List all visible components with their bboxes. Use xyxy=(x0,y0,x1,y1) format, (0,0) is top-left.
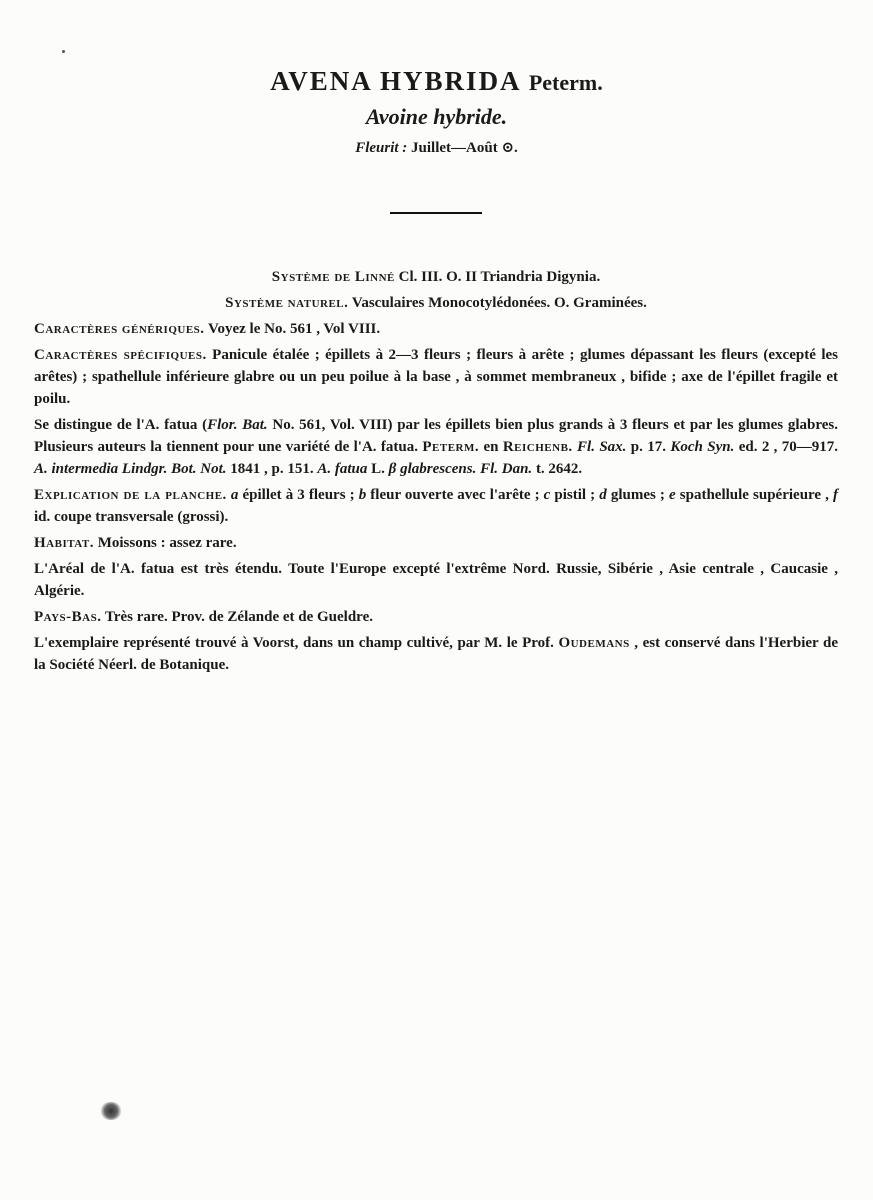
explication-label: Explication de la planche. xyxy=(34,487,227,503)
text-run: No. 561, Vol. VIII) par les épillets bien plus grands à 3 fleurs et par les glumes glabres. Plusieurs auteurs la tiennent pour une variété de l'A. fatua. xyxy=(34,417,838,455)
citation: Koch Syn. xyxy=(670,439,735,455)
common-name: Avoine hybride. xyxy=(365,104,508,129)
divider-rule xyxy=(390,212,482,214)
text-run: épillet à 3 fleurs ; xyxy=(238,487,359,503)
flowering-label: Fleurit : xyxy=(355,140,408,156)
text-run: Se distingue de l'A. fatua ( xyxy=(34,417,208,433)
text-run: fleur ouverte avec l'arête ; xyxy=(366,487,544,503)
citation: A. fatua xyxy=(317,461,368,477)
citation: β glabrescens. Fl. Dan. xyxy=(388,461,533,477)
text-run: L. xyxy=(367,461,389,477)
species-name: AVENA HYBRIDA xyxy=(270,66,521,96)
natural-system xyxy=(34,292,838,314)
description-body xyxy=(34,266,838,680)
figure-letter: f xyxy=(833,487,838,503)
plate-explanation xyxy=(34,484,838,528)
figure-letter: d xyxy=(599,487,607,503)
areal: L'Aréal de l'A. fatua est très étendu. Toute l'Europe excepté l'extrême Nord. Russie, Sibérie , Asie centrale , Caucasie , Algérie. xyxy=(34,561,838,599)
netherlands xyxy=(34,606,838,628)
speck xyxy=(62,50,65,53)
text-run: en xyxy=(479,439,503,455)
text-run: 1841 , p. 151. xyxy=(226,461,318,477)
naturel-label: Système naturel. xyxy=(225,295,349,311)
naturel-text: Vasculaires Monocotylédonées. O. Graminées. xyxy=(348,295,647,311)
species-title xyxy=(0,66,873,97)
specific-characters xyxy=(34,344,838,410)
text-run: spathellule supérieure , xyxy=(675,487,833,503)
figure-letter: c xyxy=(543,487,551,503)
paysbas-label: Pays-Bas. xyxy=(34,609,102,625)
text-run: pistil ; xyxy=(550,487,600,503)
habitat xyxy=(34,532,838,554)
author-name: Peterm. xyxy=(422,439,480,455)
specifiques-label: Caractères spécifiques. xyxy=(34,347,207,363)
generiques-label: Caractères génériques. xyxy=(34,321,205,337)
paysbas-text: Très rare. Prov. de Zélande et de Gueldre. xyxy=(101,609,373,625)
text-run: t. 2642. xyxy=(532,461,583,477)
citation: A. intermedia Lindgr. Bot. Not. xyxy=(34,461,227,477)
flowering-period xyxy=(0,138,873,157)
generic-characters xyxy=(34,318,838,340)
specimen-note xyxy=(34,632,838,676)
text-run: L'exemplaire représenté trouvé à Voorst, dans un champ cultivé, par M. le Prof. xyxy=(34,635,559,651)
generiques-text: Voyez le No. 561 , Vol VIII. xyxy=(204,321,381,337)
citation: Flor. Bat. xyxy=(207,417,268,433)
linne-system xyxy=(34,266,838,288)
ink-smudge xyxy=(100,1102,122,1120)
habitat-label: Habitat. xyxy=(34,535,94,551)
figure-letter: a xyxy=(230,487,239,503)
specifiques-text: Panicule étalée ; épillets à 2—3 fleurs ; fleurs à arête ; glumes dépassant les fleurs (excepté les arêtes) ; spathellule inférieure glabre ou un peu poilue à la base , à sommet membraneux , bifide ; axe de l'épillet fragile et poilu. xyxy=(34,347,838,407)
text-run: ed. 2 , 70—917. xyxy=(734,439,839,455)
text-run: id. coupe transversale (grossi). xyxy=(34,509,229,525)
text-run: glumes ; xyxy=(606,487,670,503)
figure-letter: e xyxy=(669,487,676,503)
distinction-paragraph xyxy=(34,414,838,480)
text-run: p. 17. xyxy=(626,439,671,455)
flowering-value: Juillet—Août ⊙. xyxy=(411,140,518,156)
text-run: , est conservé dans l'Herbier de la Société Néerl. de Botanique. xyxy=(34,635,838,673)
author-name: Oudemans xyxy=(558,635,630,651)
figure-letter: b xyxy=(358,487,367,503)
habitat-text: Moissons : assez rare. xyxy=(93,535,237,551)
author-name: Reichenb. xyxy=(502,439,573,455)
citation: Fl. Sax. xyxy=(577,439,627,455)
species-author: Peterm. xyxy=(528,70,603,95)
linne-label: Système de Linné xyxy=(271,269,395,285)
linne-text: Cl. III. O. II Triandria Digynia. xyxy=(394,269,601,285)
